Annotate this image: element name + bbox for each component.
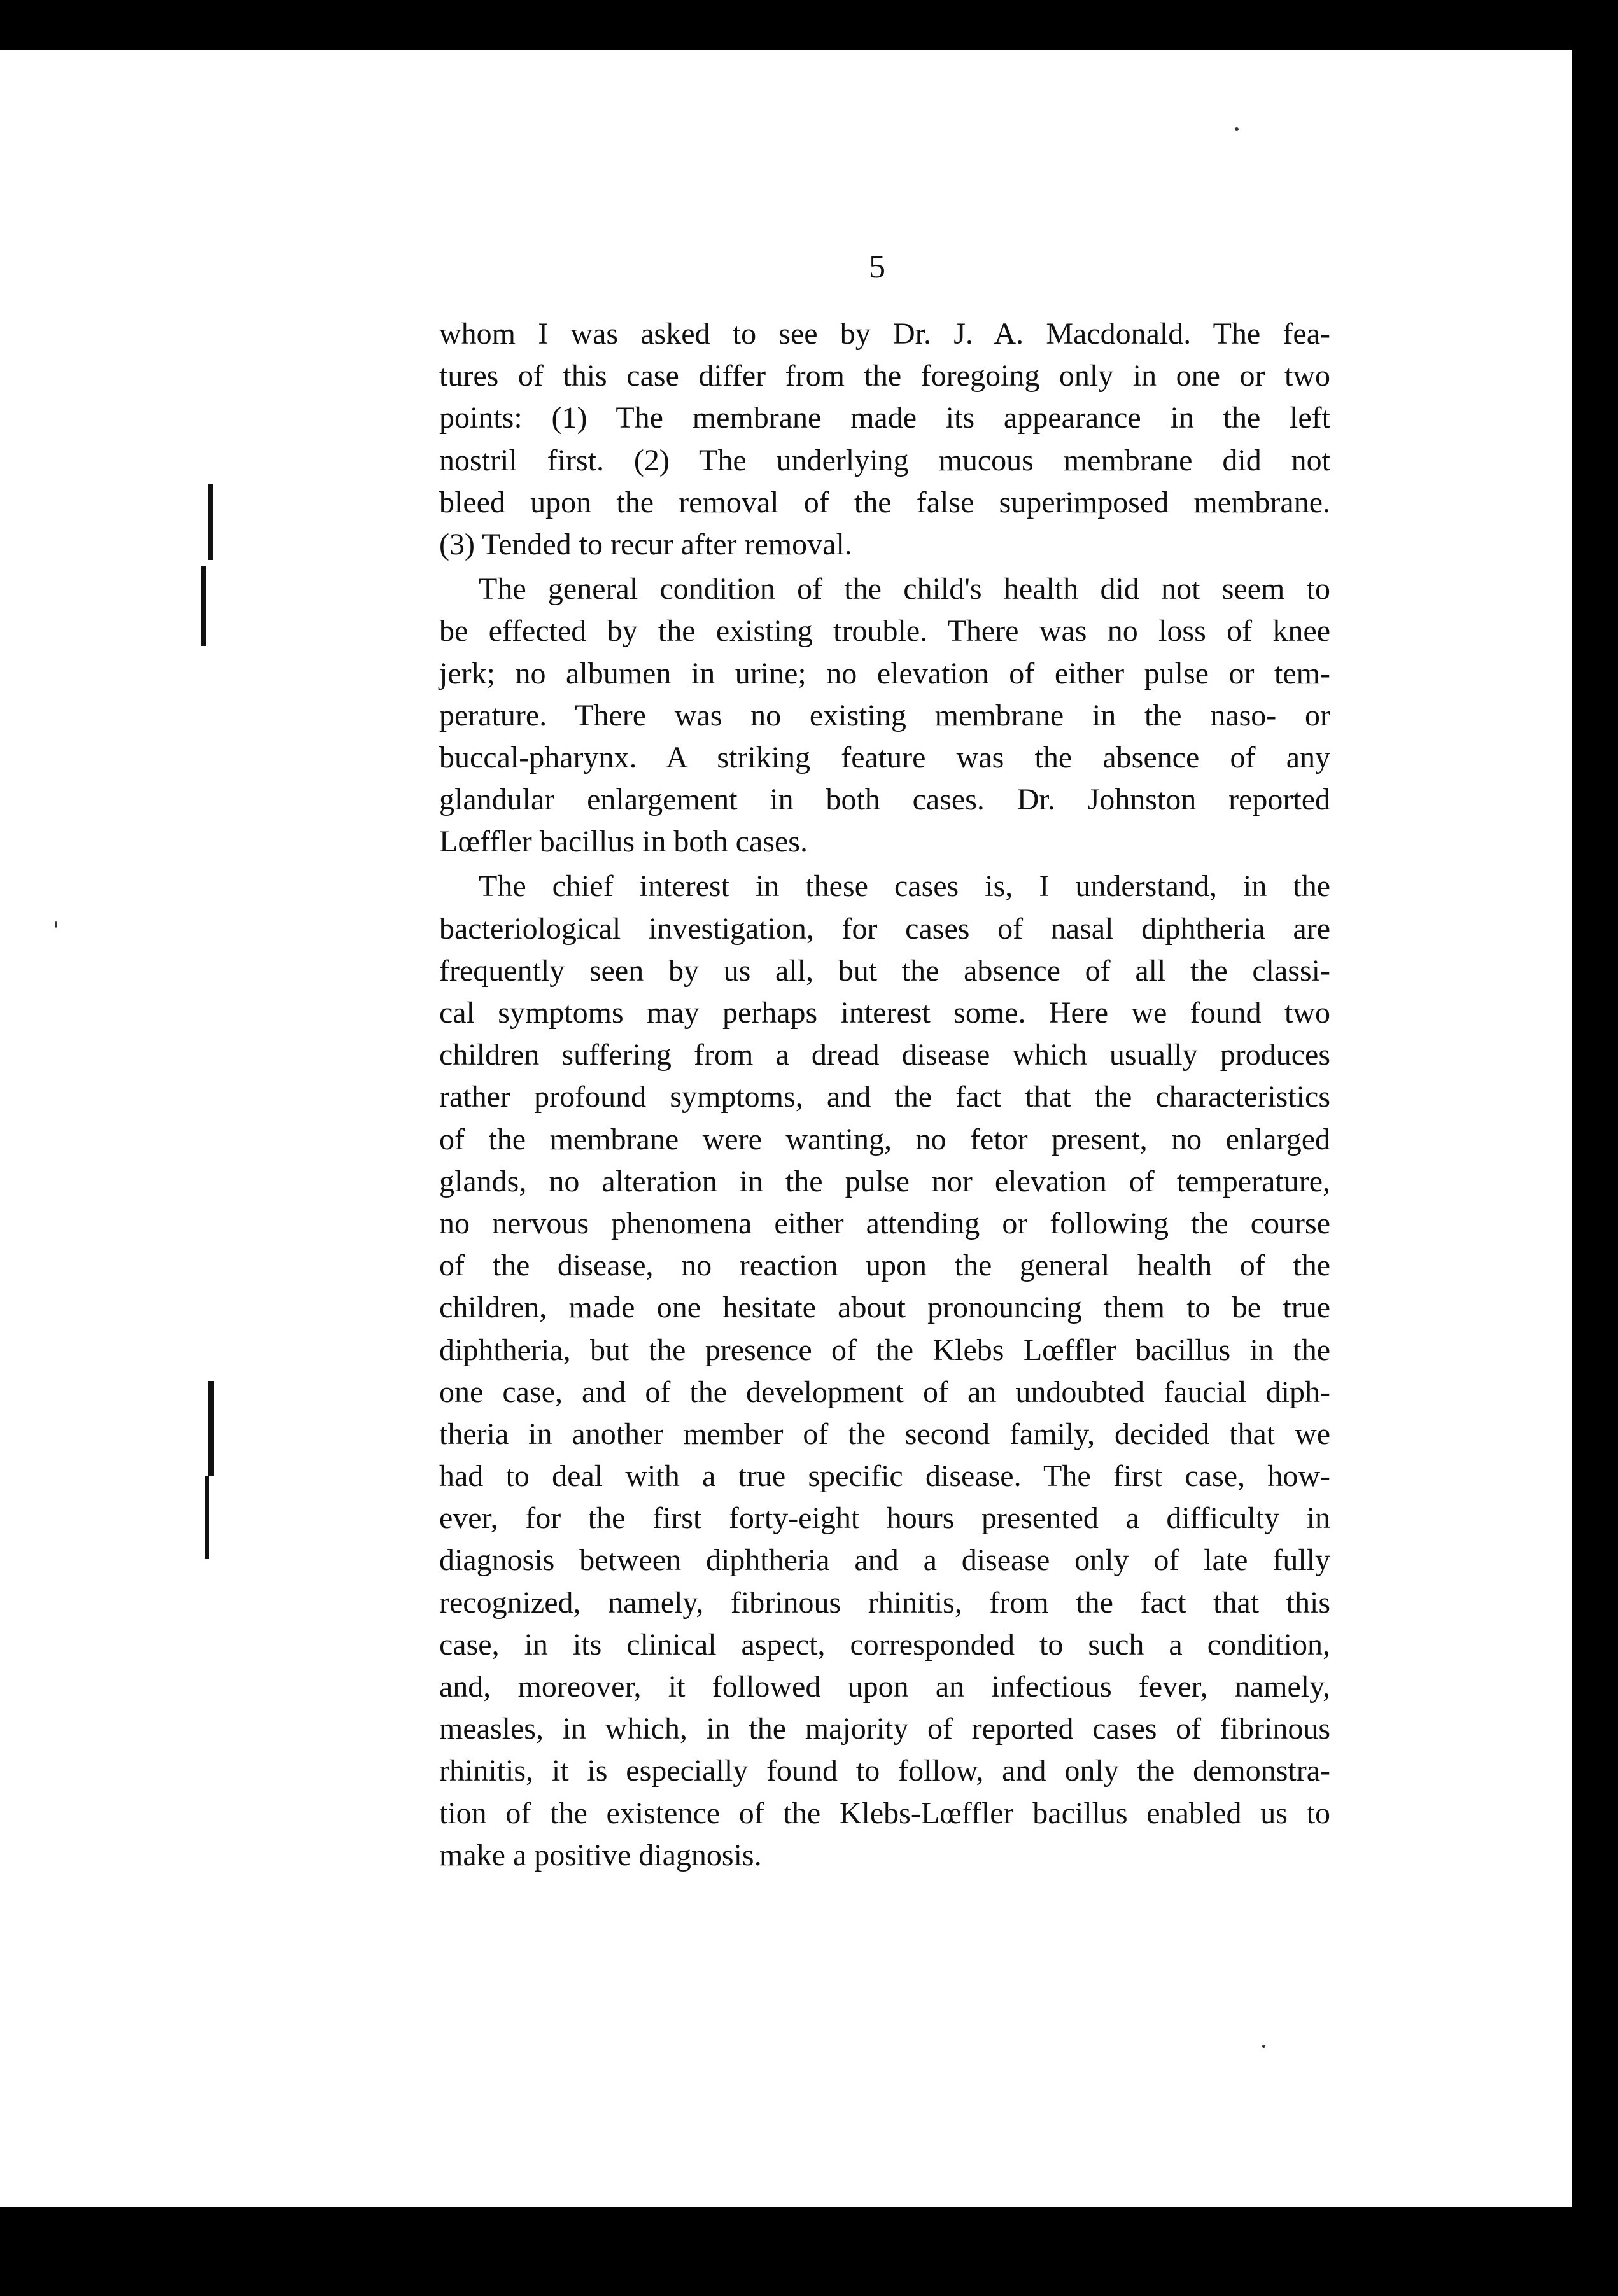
text-line: and, moreover, it followed upon an infectious fever, namely,: [439, 1670, 1330, 1704]
text-line: cal symptoms may perhaps interest some. Here we found two: [439, 996, 1330, 1030]
binding-mark-upper-2: [201, 566, 206, 646]
page-number: 5: [869, 249, 885, 285]
text-line: make a positive diagnosis.: [439, 1838, 762, 1872]
text-line: children, made one hesitate about pronouncing them to be true: [439, 1291, 1330, 1325]
paragraph: [439, 568, 1330, 863]
text-line: case, in its clinical aspect, corresponded to such a condition,: [439, 1627, 1330, 1662]
binding-mark-lower-2: [205, 1476, 209, 1559]
text-line: Lœffler bacillus in both cases.: [439, 825, 808, 859]
text-line: perature. There was no existing membrane in the naso- or: [439, 698, 1330, 732]
text-line: diphtheria, but the presence of the Klebs Lœffler bacillus in the: [439, 1333, 1330, 1367]
text-line: bacteriological investigation, for cases of nasal diphtheria are: [439, 911, 1330, 946]
text-line: ever, for the first forty-eight hours presented a difficulty in: [439, 1501, 1330, 1536]
binding-mark-upper-1: [208, 484, 213, 560]
text-line: glandular enlargement in both cases. Dr. Johnston reported: [439, 783, 1330, 817]
text-line: children suffering from a dread disease which usually produces: [439, 1038, 1330, 1072]
text-line: whom I was asked to see by Dr. J. A. Macdonald. The fea-: [439, 317, 1330, 351]
scan-speck: [55, 921, 57, 928]
text-line: tion of the existence of the Klebs-Lœffler bacillus enabled us to: [439, 1796, 1330, 1830]
body-text: [439, 313, 1330, 1877]
text-line: jerk; no albumen in urine; no elevation of either pulse or tem-: [439, 656, 1330, 690]
text-line: diagnosis between diphtheria and a disease only of late fully: [439, 1543, 1330, 1578]
text-line: bleed upon the removal of the false superimposed membrane.: [439, 485, 1330, 519]
text-line: measles, in which, in the majority of reported cases of fibrinous: [439, 1712, 1330, 1746]
text-line: points: (1) The membrane made its appearance in the left: [439, 401, 1330, 435]
text-line: frequently seen by us all, but the absence of all the classi-: [439, 953, 1330, 988]
scan-border-right: [1572, 0, 1618, 2296]
binding-mark-lower-1: [208, 1381, 214, 1476]
paragraph: [439, 865, 1330, 1877]
text-line: (3) Tended to recur after removal.: [439, 527, 852, 561]
text-line: no nervous phenomena either attending or following the course: [439, 1206, 1330, 1240]
scan-border-bottom: [0, 2207, 1618, 2296]
text-line: nostril first. (2) The underlying mucous membrane did not: [439, 443, 1330, 477]
scan-speck: [1262, 2045, 1265, 2048]
text-line: be effected by the existing trouble. There was no loss of knee: [439, 614, 1330, 648]
text-line: rhinitis, it is especially found to follow, and only the demonstra-: [439, 1754, 1330, 1788]
text-line: rather profound symptoms, and the fact that the characteristics: [439, 1080, 1330, 1114]
text-line: theria in another member of the second family, decided that we: [439, 1417, 1330, 1451]
scan-border-top: [0, 0, 1618, 50]
text-line: The chief interest in these cases is, I understand, in the: [479, 869, 1330, 904]
text-line: had to deal with a true specific disease. The first case, how-: [439, 1459, 1330, 1494]
scan-speck: [1235, 127, 1239, 131]
text-line: buccal-pharynx. A striking feature was the absence of any: [439, 740, 1330, 774]
text-line: tures of this case differ from the foregoing only in one or two: [439, 359, 1330, 393]
text-line: The general condition of the child's health did not seem to: [479, 572, 1330, 606]
text-line: one case, and of the development of an undoubted faucial diph-: [439, 1375, 1330, 1409]
text-line: recognized, namely, fibrinous rhinitis, from the fact that this: [439, 1585, 1330, 1620]
paragraph: [439, 313, 1330, 566]
text-line: glands, no alteration in the pulse nor elevation of temperature,: [439, 1164, 1330, 1198]
text-line: of the membrane were wanting, no fetor present, no enlarged: [439, 1122, 1330, 1156]
text-line: of the disease, no reaction upon the general health of the: [439, 1249, 1330, 1283]
